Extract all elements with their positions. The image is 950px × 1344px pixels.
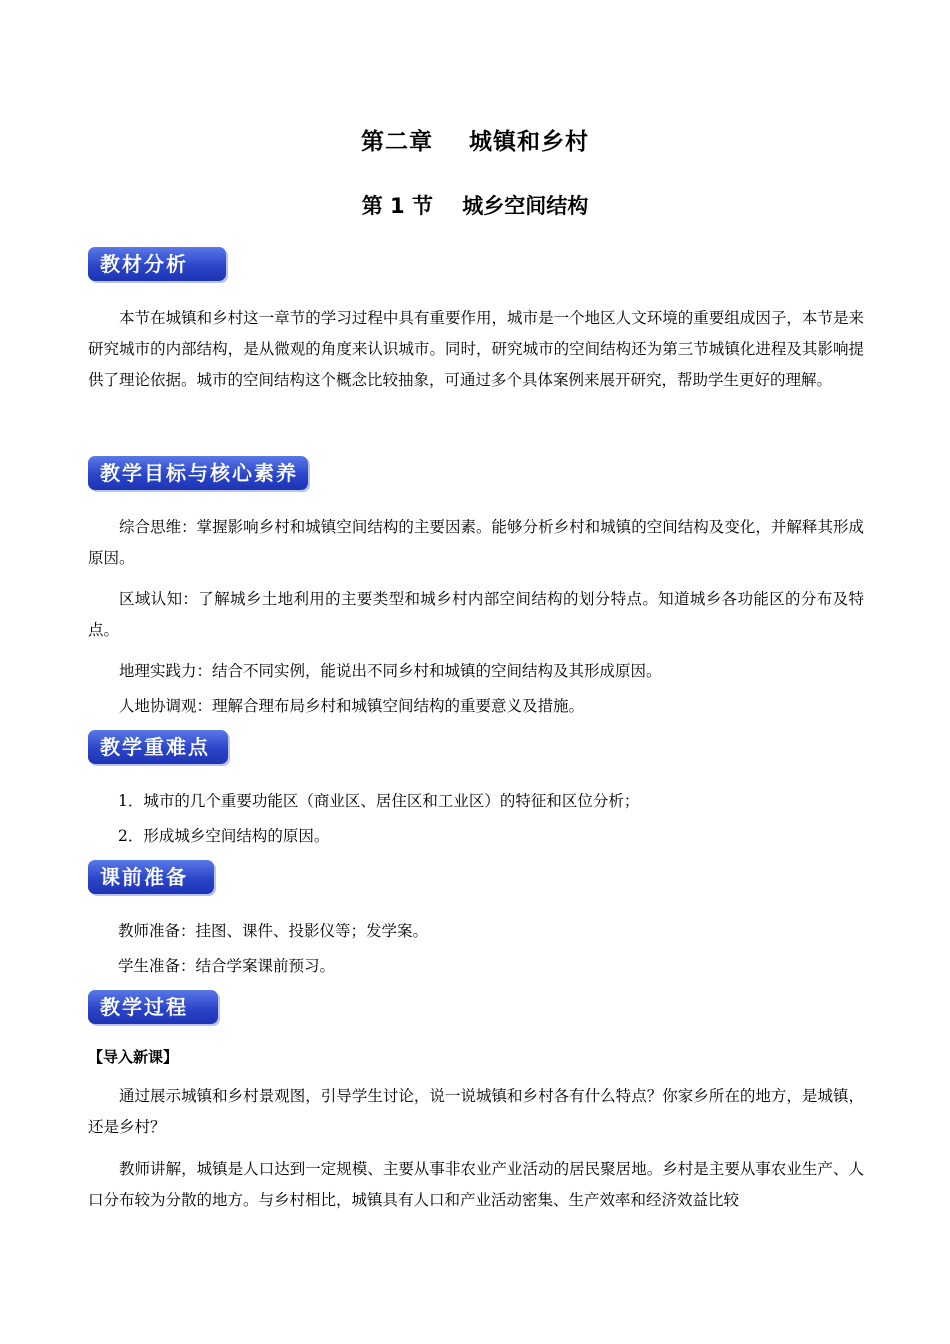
- badge-goals: 教学目标与核心素养: [88, 456, 308, 490]
- intro-paragraph: 通过展示城镇和乡村景观图，引导学生讨论，说一说城镇和乡村各有什么特点？你家乡所在的地方，是城镇，还是乡村？: [88, 1087, 864, 1136]
- badge-preparation: 课前准备: [88, 860, 214, 894]
- badge-process: 教学过程: [88, 990, 218, 1024]
- preparation-item: 学生准备：结合学案课前预习。: [118, 957, 336, 975]
- intro-paragraph: 教师讲解，城镇是人口达到一定规模、主要从事非农业产业活动的居民聚居地。乡村是主要从事农业生产、人口分布较为分散的地方。与乡村相比，城镇具有人口和产业活动密集、生产效率和经济效益比较: [88, 1160, 864, 1209]
- badge-key-points: 教学重难点: [88, 730, 228, 764]
- key-point-item: 1．城市的几个重要功能区（商业区、居住区和工业区）的特征和区位分析；: [118, 792, 640, 810]
- key-point-item: 2．形成城乡空间结构的原因。: [118, 827, 330, 845]
- goal-item: 人地协调观：理解合理布局乡村和城镇空间结构的重要意义及措施。: [119, 697, 585, 715]
- chapter-title: 第二章 城镇和乡村: [360, 129, 590, 155]
- badge-textbook-analysis: 教材分析: [88, 247, 226, 281]
- analysis-paragraph: 本节在城镇和乡村这一章节的学习过程中具有重要作用，城市是一个地区人文环境的重要组成因子，本节是来研究城市的内部结构，是从微观的角度来认识城市。同时，研究城市的空间结构还为第三节城镇化进程及其影响提供了理论依据。城市的空间结构这个概念比较抽象，可通过多个具体案例来展开研究，帮助学生更好的理解。: [88, 309, 864, 389]
- goal-item: 综合思维：掌握影响乡村和城镇空间结构的主要因素。能够分析乡村和城镇的空间结构及变化，并解释其形成原因。: [88, 518, 864, 567]
- goal-item: 区域认知：了解城乡土地利用的主要类型和城乡村内部空间结构的划分特点。知道城乡各功能区的分布及特点。: [88, 590, 864, 639]
- preparation-item: 教师准备：挂图、课件、投影仪等；发学案。: [118, 922, 429, 940]
- intro-heading: 【导入新课】: [88, 1048, 179, 1066]
- goal-item: 地理实践力：结合不同实例，能说出不同乡村和城镇的空间结构及其形成原因。: [119, 662, 662, 680]
- section-title: 第 1 节 城乡空间结构: [361, 194, 589, 218]
